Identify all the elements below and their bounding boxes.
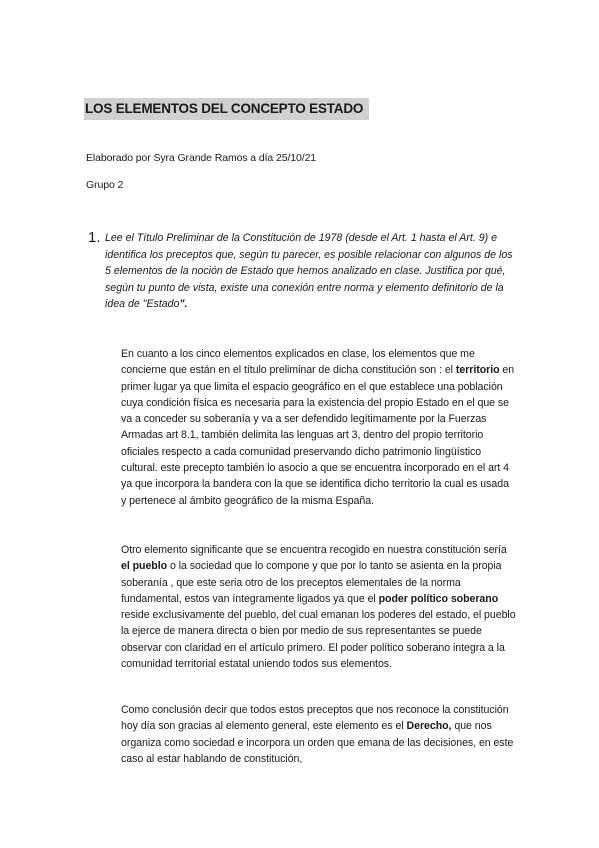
p1-text-a: En cuanto a los cinco elementos explicados en clase, los elementos que me concierne que están en el título preliminar de dicha constitución son : el bbox=[121, 348, 475, 377]
question-number: 1. bbox=[88, 229, 101, 246]
p3-keyword-derecho: Derecho, bbox=[406, 720, 452, 733]
answer-paragraph-people bbox=[121, 542, 517, 672]
document-title: LOS ELEMENTOS DEL CONCEPTO ESTADO bbox=[84, 98, 369, 120]
answer-paragraph-territory bbox=[121, 346, 517, 509]
p2-text-a: Otro elemento significante que se encuentra recogido en nuestra constitución sería bbox=[121, 544, 507, 556]
p1-text-c: en primer lugar ya que limita el espacio geográfico en el que establece una población cuya condición física es necesaria para la existencia del propio Estado en el que se va a conceder su soberanía y va a ser defendido legítimamente por la Fuerzas Armadas art 8.1, también delimita las lenguas art 3, dentro del propio territorio oficiales respecto a cada comunidad preservando dicho patrimonio lingüístico cultural. este precepto también lo asocio a que se encuentra incorporado en el art 4 ya que incorpora la bandera con la que se identifica dicho territorio la cual es usada y pertenece al ámbito geográfico de la misma España. bbox=[121, 364, 515, 507]
question-end-mark: ". bbox=[179, 298, 188, 310]
p3-text-a: Como conclusión decir que todos estos preceptos que nos reconoce la constitución hoy día son gracias al elemento general, este elemento es el bbox=[121, 704, 509, 733]
p1-keyword-territorio: territorio bbox=[455, 364, 500, 377]
p2-keyword-poder: poder político soberano bbox=[378, 592, 499, 605]
group-label: Grupo 2 bbox=[86, 179, 124, 191]
question-body: Lee el Título Preliminar de la Constitución de 1978 (desde el Art. 1 hasta el Art. 9) e identifica los preceptos que, según tu parecer, es posible relacionar con algunos de los 5 elementos de la noción de Estado que hemos analizado en clase. Justifica por qué, según tu punto de vista, existe una conexión entre norma y elemento definitorio de la idea de "Estado bbox=[105, 232, 513, 310]
answer-paragraph-law bbox=[121, 702, 517, 767]
p2-text-c: o la sociedad que lo compone y que por lo tanto se asienta en la propia soberanía , que este seria otro de los preceptos elementales de la norma fundamental, estos van íntegramente ligados ya que el bbox=[121, 560, 502, 605]
p3-text-c: que nos organiza como sociedad e incorpora un orden que emana de las decisiones, en este caso al estar hablando de constitución, bbox=[121, 720, 514, 765]
question-text bbox=[105, 230, 517, 313]
p2-keyword-pueblo: el pueblo bbox=[121, 560, 168, 573]
author-byline: Elaborado por Syra Grande Ramos a día 25/10/21 bbox=[86, 152, 317, 164]
p2-text-e: reside exclusivamente del pueblo, del cual emanan los poderes del estado, el pueblo la ejerce de manera directa o bien por medio de sus representantes se puede observar con claridad en el artículo primero. El poder político soberano integra a la comunidad territorial estatal uniendo todos sus elementos. bbox=[121, 609, 516, 671]
